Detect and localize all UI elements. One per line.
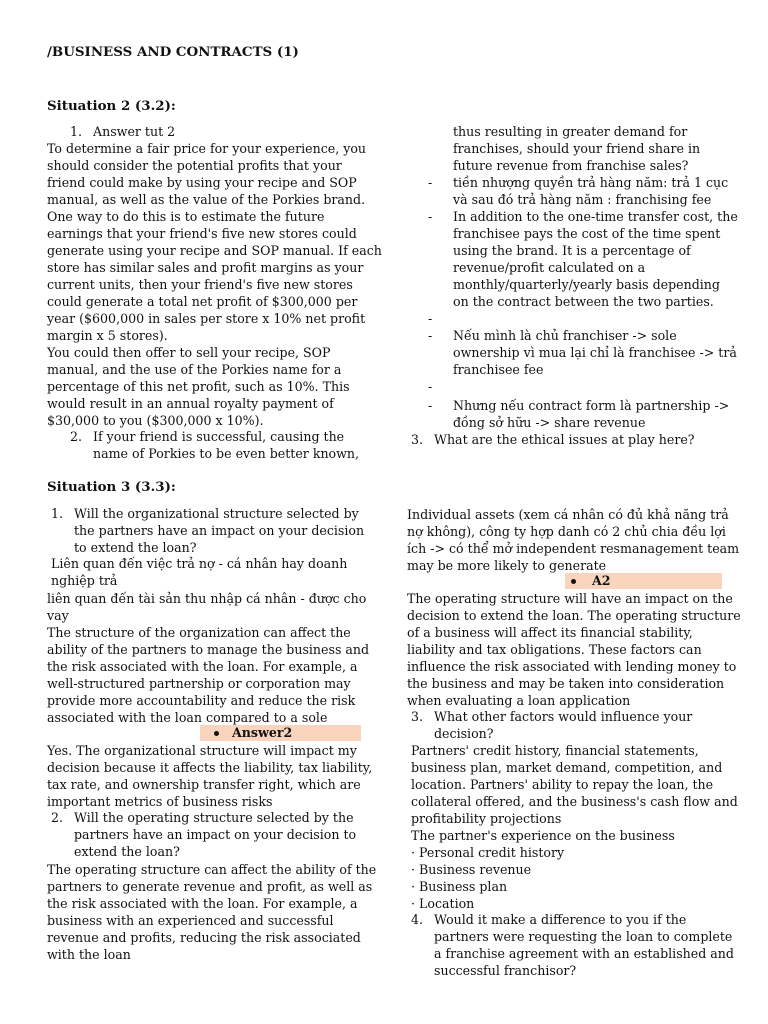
list-item: franchisee fee [453, 362, 544, 377]
dash-bullet: - [428, 328, 433, 343]
dash-bullet: - [428, 398, 433, 413]
paragraph-line: The operating structure will have an impact on the [407, 591, 733, 606]
paragraph-line: may be more likely to generate [407, 558, 607, 573]
list-item: using the brand. It is a percentage of [453, 243, 691, 258]
paragraph-line: store has similar sales and profit margins as your [47, 260, 364, 275]
list-item: Nhưng nếu contract form là partnership -> [453, 398, 730, 413]
paragraph-line: tax rate, and ownership transfer right, which are [47, 777, 361, 792]
paragraph-line: when evaluating a loan application [407, 693, 631, 708]
list-item: Will the organizational structure selected by [74, 506, 359, 521]
list-item: If your friend is successful, causing the [93, 429, 345, 444]
dash-bullet: - [428, 175, 433, 190]
paragraph-line: profitability projections [411, 811, 562, 826]
list-item: What other factors would influence your [434, 709, 693, 724]
list-item: thus resulting in greater demand for [453, 124, 688, 139]
list-item: Will the operating structure selected by the [74, 810, 354, 825]
paragraph-line: To determine a fair price for your experience, you [47, 141, 367, 156]
list-number: 2. [51, 810, 64, 825]
list-item: franchises, should your friend share in [453, 141, 701, 156]
paragraph-line: ích -> có thể mở independent resmanagement team [407, 541, 740, 556]
paragraph-line: business plan, market demand, competition, and [411, 760, 723, 775]
list-item: name of Porkies to be even better known, [93, 446, 360, 461]
paragraph-line: vay [47, 608, 69, 623]
paragraph-line: influence the risk associated with lending money to [407, 659, 737, 674]
paragraph-line: the risk associated with the loan. For example, a [47, 896, 358, 911]
paragraph-line: The partner's experience on the business [411, 828, 675, 843]
list-item: a franchise agreement with an established and [434, 946, 734, 961]
paragraph-line: collateral offered, and the business's cash flow and [411, 794, 738, 809]
paragraph-line: manual, as well as the value of the Porkies brand. [47, 192, 366, 207]
dash-bullet: - [428, 311, 433, 326]
list-item: partners were requesting the loan to complete [434, 929, 733, 944]
a2-highlight [565, 573, 722, 589]
paragraph-line: One way to do this is to estimate the future [47, 209, 325, 224]
paragraph-line: Individual assets (xem cá nhân có đủ khả năng trả [407, 507, 729, 522]
list-number: 3. [411, 709, 424, 724]
list-item: Would it make a difference to you if the [434, 912, 687, 927]
paragraph-line: nợ không), công ty hợp danh có 2 chủ chia đều lợi [407, 524, 726, 539]
paragraph-line: liên quan đến tài sản thu nhập cá nhân - được cho [47, 591, 367, 606]
paragraph-line: associated with the loan compared to a sole [47, 710, 328, 725]
list-item: Nếu mình là chủ franchiser -> sole [453, 328, 677, 343]
list-item: tiền nhượng quyền trả hàng năm: trả 1 cục [453, 175, 729, 190]
paragraph-line: nghiệp trả [51, 573, 118, 588]
paragraph-line: well-structured partnership or corporation may [47, 676, 351, 691]
list-number: 1. [70, 124, 83, 139]
paragraph-line: important metrics of business risks [47, 794, 273, 809]
paragraph-line: Partners' credit history, financial statements, [411, 743, 699, 758]
paragraph-line: $30,000 to you ($300,000 x 10%). [47, 413, 264, 428]
paragraph-line: of a business will affect its financial stability, [407, 625, 693, 640]
paragraph-line: generate using your recipe and SOP manual. If each [47, 243, 382, 258]
paragraph-line: partners to generate revenue and profit, as well as [47, 879, 373, 894]
situation-3-heading: Situation 3 (3.3): [47, 479, 176, 495]
paragraph-line: year ($600,000 in sales per store x 10% net profit [47, 311, 366, 326]
paragraph-line: Yes. The organizational structure will impact my [47, 743, 357, 758]
paragraph-line: margin x 5 stores). [47, 328, 168, 343]
paragraph-line: decision because it affects the liability, tax liability, [47, 760, 373, 775]
list-item: ownership vì mua lại chỉ là franchisee -> trả [453, 345, 737, 360]
paragraph-line: percentage of this net profit, such as 10%. This [47, 379, 350, 394]
list-item: decision? [434, 726, 494, 741]
list-item: partners have an impact on your decision to [74, 827, 357, 842]
list-number: 1. [51, 506, 64, 521]
list-item: extend the loan? [74, 844, 180, 859]
paragraph-line: The operating structure can affect the ability of the [47, 862, 377, 877]
situation-2-heading: Situation 2 (3.2): [47, 98, 176, 114]
list-item: What are the ethical issues at play here? [434, 432, 695, 447]
list-item: the partners have an impact on your decision [74, 523, 365, 538]
list-item: In addition to the one-time transfer cost, the [453, 209, 738, 224]
paragraph-line: · Personal credit history [411, 845, 565, 860]
paragraph-line: · Location [411, 896, 475, 911]
paragraph-line: provide more accountability and reduce the risk [47, 693, 356, 708]
paragraph-line: friend could make by using your recipe and SOP [47, 175, 357, 190]
paragraph-line: the risk associated with the loan. For example, a [47, 659, 358, 674]
paragraph-line: would result in an annual royalty payment of [47, 396, 334, 411]
list-item: on the contract between the two parties. [453, 294, 714, 309]
paragraph-line: business with an experienced and successful [47, 913, 334, 928]
paragraph-line: liability and tax obligations. These factors can [407, 642, 702, 657]
paragraph-line: The structure of the organization can affect the [47, 625, 351, 640]
paragraph-line: Liên quan đến việc trả nợ - cá nhân hay doanh [51, 556, 348, 571]
list-item: future revenue from franchise sales? [453, 158, 689, 173]
paragraph-line: should consider the potential profits that your [47, 158, 342, 173]
paragraph-line: could generate a total net profit of $300,000 per [47, 294, 358, 309]
dash-bullet: - [428, 379, 433, 394]
paragraph-line: with the loan [47, 947, 131, 962]
list-item: to extend the loan? [74, 540, 197, 555]
list-item: successful franchisor? [434, 963, 577, 978]
bullet-dot [214, 731, 219, 736]
list-item: đồng sở hữu -> share revenue [453, 415, 646, 430]
paragraph-line: ability of the partners to manage the business and [47, 642, 370, 657]
paragraph-line: revenue and profits, reducing the risk associated [47, 930, 361, 945]
paragraph-line: location. Partners' ability to repay the loan, the [411, 777, 714, 792]
answer2-label: Answer2 [232, 725, 293, 740]
paragraph-line: · Business plan [411, 879, 508, 894]
paragraph-line: manual, and the use of the Porkies name for a [47, 362, 342, 377]
list-number: 3. [411, 432, 424, 447]
list-item: franchisee pays the cost of the time spent [453, 226, 721, 241]
list-item: và sau đó trả hàng năm : franchising fee [453, 192, 712, 207]
paragraph-line: earnings that your friend's five new stores could [47, 226, 357, 241]
paragraph-line: You could then offer to sell your recipe, SOP [47, 345, 331, 360]
paragraph-line: decision to extend the loan. The operating structure [407, 608, 741, 623]
dash-bullet: - [428, 209, 433, 224]
list-item: revenue/profit calculated on a [453, 260, 646, 275]
list-item: monthly/quarterly/yearly basis depending [453, 277, 720, 292]
list-number: 4. [411, 912, 424, 927]
list-number: 2. [70, 429, 83, 444]
bullet-dot [571, 579, 576, 584]
paragraph-line: the business and may be taken into consideration [407, 676, 725, 691]
paragraph-line: · Business revenue [411, 862, 532, 877]
a2-label: A2 [592, 573, 611, 588]
document-title: /BUSINESS AND CONTRACTS (1) [47, 44, 299, 60]
list-item: Answer tut 2 [93, 124, 176, 139]
paragraph-line: current units, then your friend's five new stores [47, 277, 353, 292]
